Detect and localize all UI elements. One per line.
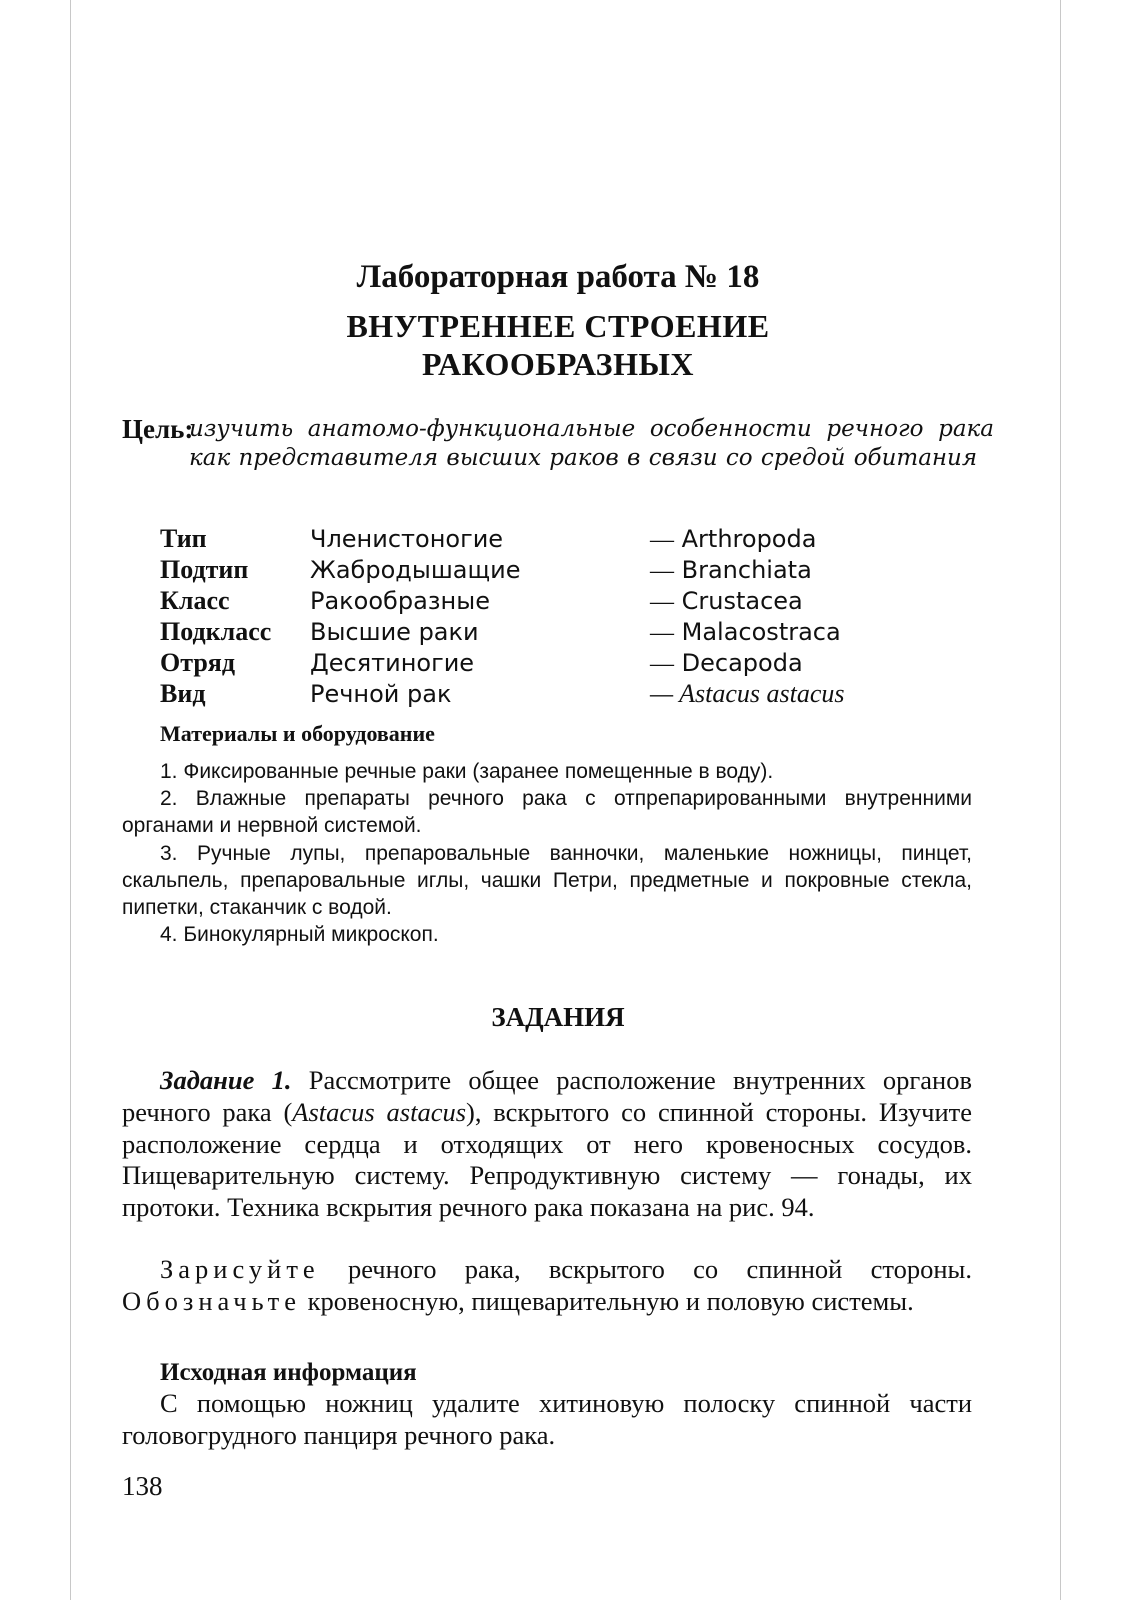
taxonomy-latin-text: Astacus astacus: [679, 679, 845, 708]
taxonomy-dash: —: [650, 651, 674, 677]
taxonomy-latin-text: Arthropoda: [681, 525, 817, 553]
task-1-latin-name: Astacus astacus: [292, 1096, 467, 1127]
materials-item: 2. Влажные препараты речного рака с отпрепарированными внутренними органами и нервной системой.: [122, 787, 972, 838]
taxonomy-russian-name: Речной рак: [310, 680, 452, 708]
task-1-paragraph: [122, 1065, 972, 1224]
taxonomy-rank: Тип: [160, 524, 207, 553]
page-number: 138: [122, 1471, 163, 1501]
mark-instruction-text: кровеносную, пищеварительную и половую системы.: [300, 1285, 914, 1316]
taxonomy-dash: —: [650, 558, 674, 584]
taxonomy-dash: —: [650, 679, 674, 708]
taxonomy-row: [160, 586, 900, 617]
taxonomy-russian-name: Десятиногие: [310, 649, 475, 677]
main-title: [122, 307, 994, 383]
taxonomy-rank: Класс: [160, 586, 230, 615]
taxonomy-latin-name: [650, 617, 900, 648]
taxonomy-row: [160, 524, 900, 555]
taxonomy-russian-name: Высшие раки: [310, 618, 479, 646]
taxonomy-row: [160, 648, 900, 679]
task-1-drawing-paragraph: [122, 1254, 972, 1318]
taxonomy-row: [160, 679, 900, 710]
mark-instruction-word: Обозначьте: [122, 1285, 301, 1316]
taxonomy-rank: Отряд: [160, 648, 235, 677]
taxonomy-latin-name: [650, 679, 900, 710]
taxonomy-rank: Подтип: [160, 555, 249, 584]
taxonomy-dash: —: [650, 589, 674, 615]
materials-list: [122, 758, 972, 948]
main-title-line-2: РАКООБРАЗНЫХ: [422, 346, 694, 382]
taxonomy-latin-name: [650, 586, 900, 617]
taxonomy-latin-text: Decapoda: [681, 649, 803, 677]
taxonomy-row: [160, 555, 900, 586]
materials-item: 3. Ручные лупы, препаровальные ванночки, маленькие ножницы, пинцет, скальпель, препаровальные иглы, чашки Петри, предметные и покровные стекла, пипетки, стаканчик с водой.: [122, 841, 972, 920]
taxonomy-latin-name: [650, 648, 900, 679]
taxonomy-row: [160, 617, 900, 648]
task-1-text-before: Рассмотрите общее расположение внутренних органов речного рака (: [122, 1065, 972, 1127]
taxonomy-russian-name: Жабродышащие: [310, 556, 521, 584]
taxonomy-latin-name: [650, 524, 900, 555]
materials-item: 1. Фиксированные речные раки (заранее помещенные в воду).: [160, 760, 774, 783]
taxonomy-latin-text: Branchiata: [681, 556, 812, 584]
goal-block: [122, 415, 994, 473]
goal-text: изучить анатомо-функциональные особенности речного рака как представителя высших раков в связи со средой обитания: [189, 416, 994, 471]
draw-instruction-text: речного рака, вскрытого со спинной стороны.: [319, 1254, 972, 1284]
task-1-text-after: ), вскрытого со спинной стороны. Изучите расположение сердца и отходящих от него кровеносных сосудов. Пищеварительную систему. Репродуктивную систему — гонады, их протоки. Техника вскрытия речного рака показана на рис. 94.: [122, 1096, 972, 1223]
taxonomy-latin-text: Crustacea: [681, 587, 803, 615]
taxonomy-latin-text: Malacostraca: [681, 618, 841, 646]
materials-item: 4. Бинокулярный микроскоп.: [160, 923, 439, 947]
info-text: С помощью ножниц удалите хитиновую полоску спинной части головогрудного панциря речного рака.: [122, 1388, 972, 1450]
lab-title: Лабораторная работа № 18: [356, 259, 760, 295]
page-edge-right: [1060, 0, 1061, 1600]
taxonomy-russian-name: Членистоногие: [310, 525, 504, 553]
taxonomy-latin-name: [650, 555, 900, 586]
info-title: Исходная информация: [160, 1359, 417, 1386]
task-1-label: Задание 1.: [160, 1065, 292, 1095]
goal-label: Цель:: [122, 414, 194, 444]
tasks-title: ЗАДАНИЯ: [491, 1002, 625, 1032]
materials-title: Материалы и оборудование: [160, 721, 435, 746]
taxonomy-dash: —: [650, 620, 674, 646]
taxonomy-russian-name: Ракообразные: [310, 587, 490, 615]
taxonomy-rank: Вид: [160, 679, 206, 708]
draw-instruction-word: Зарисуйте: [160, 1254, 320, 1284]
main-title-line-1: ВНУТРЕННЕЕ СТРОЕНИЕ: [346, 308, 770, 344]
page-edge-left: [70, 0, 71, 1600]
taxonomy-table: [160, 524, 900, 710]
taxonomy-dash: —: [650, 527, 674, 553]
taxonomy-rank: Подкласс: [160, 617, 272, 646]
